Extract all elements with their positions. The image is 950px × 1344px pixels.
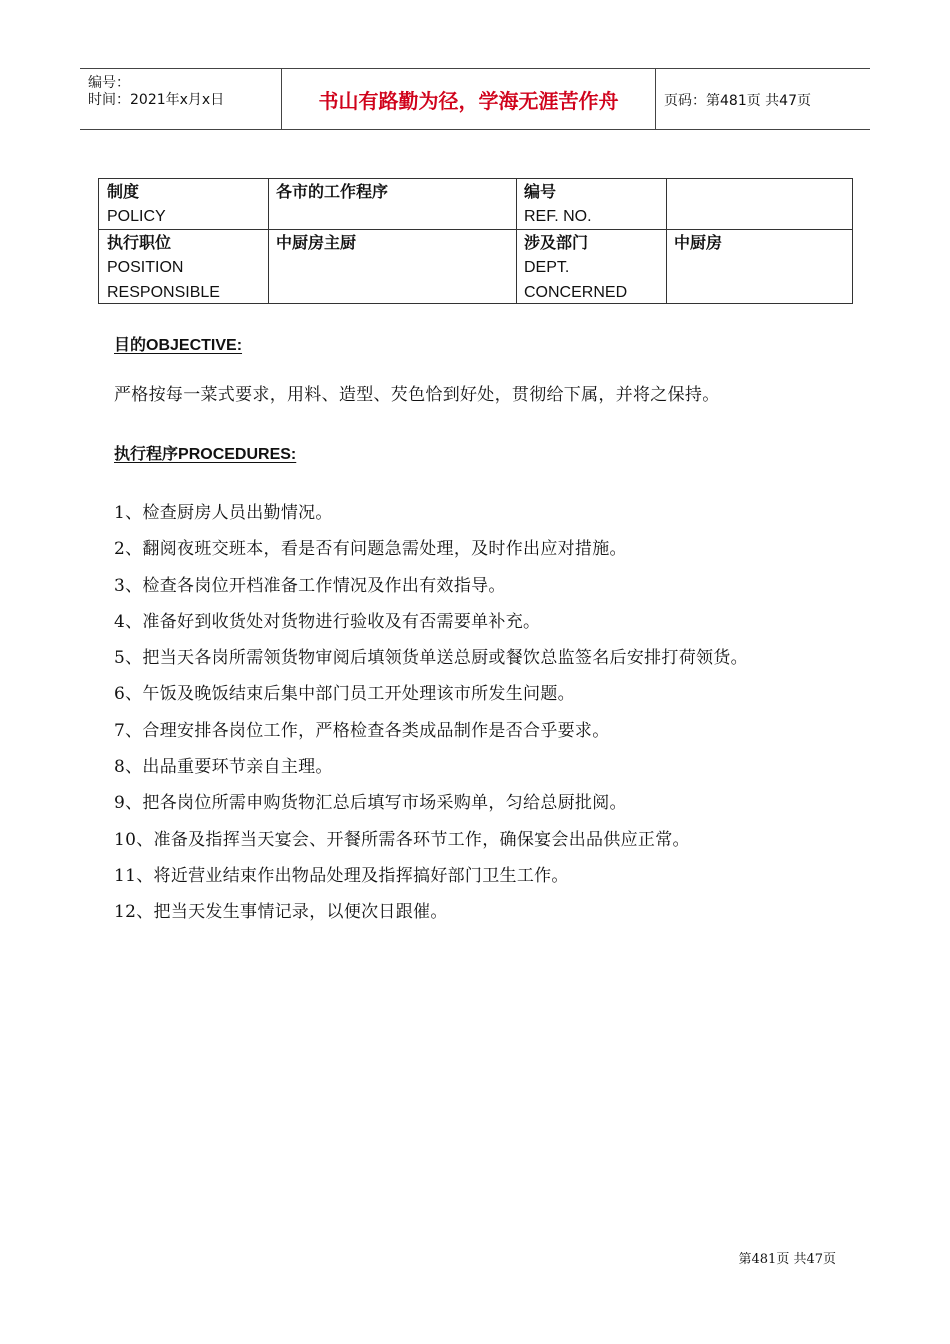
ref-label-zh: 编号 bbox=[524, 182, 557, 201]
position-value: 中厨房主厨 bbox=[276, 233, 357, 252]
procedure-item: 2、翻阅夜班交班本，看是否有问题急需处理，及时作出应对措施。 bbox=[114, 539, 627, 560]
procedure-item: 12、把当天发生事情记录，以便次日跟催。 bbox=[114, 902, 448, 923]
ref-label-en: REF. NO. bbox=[524, 208, 592, 225]
ref-label bbox=[516, 179, 666, 229]
procedure-item: 8、出品重要环节亲自主理。 bbox=[114, 757, 333, 778]
position-label-zh: 执行职位 bbox=[107, 233, 172, 252]
procedure-item: 9、把各岗位所需申购货物汇总后填写市场采购单，匀给总厨批阅。 bbox=[114, 793, 627, 814]
dept-label-en-1: DEPT. bbox=[524, 259, 570, 276]
procedures-heading bbox=[114, 441, 296, 464]
position-label-en-1: POSITION bbox=[107, 259, 184, 276]
position-label-en-2: RESPONSIBLE bbox=[107, 284, 220, 301]
procedure-item: 4、准备好到收货处对货物进行验收及有否需要单补充。 bbox=[114, 611, 541, 632]
header-motto-cell bbox=[281, 69, 656, 129]
objective-heading-en: OBJECTIVE: bbox=[146, 337, 243, 354]
policy-label bbox=[99, 179, 268, 229]
procedure-item: 11、将近营业结束作出物品处理及指挥搞好部门卫生工作。 bbox=[114, 865, 569, 886]
number-label: 编号： bbox=[88, 75, 130, 91]
procedure-item: 3、检查各岗位开档准备工作情况及作出有效指导。 bbox=[114, 575, 506, 596]
dept-label-en-2: CONCERNED bbox=[524, 284, 628, 301]
policy-info-table bbox=[98, 178, 853, 304]
procedures-heading-en: PROCEDURES: bbox=[178, 446, 297, 463]
procedure-item: 7、合理安排各岗位工作，严格检查各类成品制作是否合乎要求。 bbox=[114, 720, 610, 741]
dept-label-zh: 涉及部门 bbox=[524, 233, 589, 252]
procedures-heading-zh: 执行程序 bbox=[114, 444, 179, 463]
policy-label-zh: 制度 bbox=[107, 182, 140, 201]
dept-value: 中厨房 bbox=[674, 233, 723, 252]
procedure-list bbox=[114, 500, 748, 936]
objective-heading-zh: 目的 bbox=[114, 335, 147, 354]
procedure-item: 1、检查厨房人员出勤情况。 bbox=[114, 503, 333, 523]
policy-value: 各市的工作程序 bbox=[276, 182, 389, 201]
procedure-item: 5、把当天各岗所需领货物审阅后填领货单送总厨或餐饮总监签名后安排打荷领货。 bbox=[114, 648, 748, 669]
objective-heading bbox=[114, 332, 242, 355]
time-label: 时间：2021年x月x日 bbox=[88, 92, 225, 108]
footer-page-info: 第481页 共47页 bbox=[738, 1252, 836, 1267]
procedure-item: 10、准备及指挥当天宴会、开餐所需各环节工作，确保宴会出品供应正常。 bbox=[114, 829, 690, 850]
motto-text: 书山有路勤为径，学海无涯苦作舟 bbox=[318, 89, 619, 113]
page-header bbox=[80, 68, 870, 130]
procedure-item: 6、午饭及晚饭结束后集中部门员工开处理该市所发生问题。 bbox=[114, 684, 575, 705]
position-label bbox=[99, 230, 268, 305]
header-meta-cell bbox=[80, 69, 281, 129]
policy-label-en: POLICY bbox=[107, 208, 166, 225]
header-page-info: 页码：第481页 共47页 bbox=[664, 93, 811, 109]
dept-label bbox=[516, 230, 666, 305]
header-page-cell bbox=[655, 69, 870, 129]
objective-text: 严格按每一菜式要求，用料、造型、芡色恰到好处，贯彻给下属，并将之保持。 bbox=[114, 385, 720, 405]
